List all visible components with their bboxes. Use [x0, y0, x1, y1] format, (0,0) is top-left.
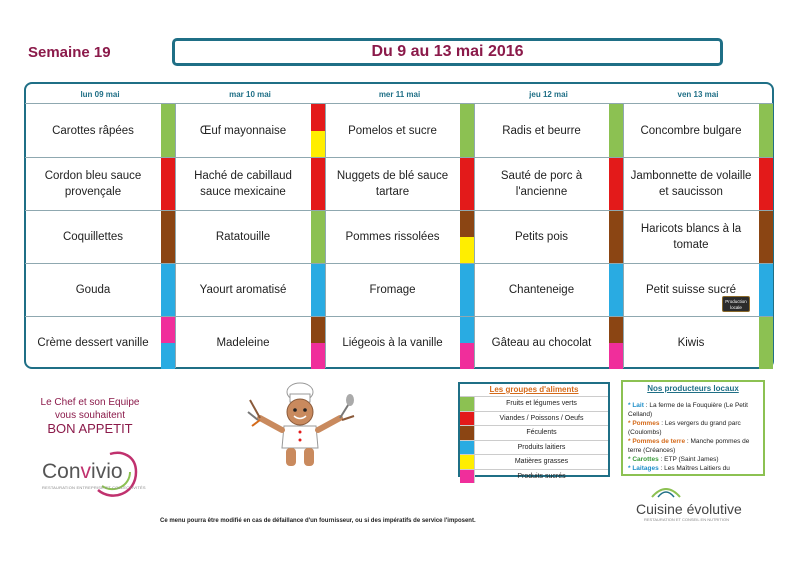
- dish-cell: Petit suisse sucré: [645, 283, 737, 296]
- food-group-indicator: [311, 316, 325, 343]
- legend-row: [460, 469, 608, 484]
- food-group-indicator: [460, 237, 474, 264]
- convivio-swirl-icon: [92, 446, 140, 500]
- producer-key: * Carottes: [628, 456, 659, 463]
- legend-row: [460, 411, 608, 426]
- dish-cell: Cordon bleu sauce provençale: [44, 169, 142, 198]
- local-production-badge: Production locale: [722, 296, 750, 312]
- row-divider: [25, 210, 773, 211]
- food-group-indicator: [161, 343, 175, 370]
- column-divider: [175, 103, 176, 368]
- chef-mascot-icon: [246, 378, 358, 478]
- column-divider: [325, 103, 326, 368]
- legend-label: Fruits et légumes verts: [506, 400, 577, 408]
- producer-item: [628, 401, 758, 419]
- food-group-indicator: [311, 104, 325, 131]
- dish-cell: Haché de cabillaud sauce mexicaine: [194, 169, 292, 198]
- producer-key: * Pommes de terre: [628, 438, 686, 445]
- food-group-indicator: [609, 157, 623, 210]
- food-group-indicator: [161, 104, 175, 157]
- day-header: jeu 12 mai: [529, 90, 568, 99]
- producer-text: : Manche pommes de terre (Créances): [628, 438, 750, 454]
- food-group-indicator: [609, 343, 623, 370]
- row-divider: [25, 263, 773, 264]
- producer-text: : Les vergers du grand parc (Coulombs): [628, 420, 741, 436]
- food-group-indicator: [460, 157, 474, 210]
- dish-cell: Liégeois à la vanille: [342, 336, 443, 349]
- day-header: lun 09 mai: [80, 90, 120, 99]
- dish-cell: Kiwis: [677, 336, 705, 349]
- dish-cell: Madeleine: [216, 336, 270, 349]
- chef-line-2: vous souhaitent: [54, 410, 126, 421]
- producer-key: * Laitages: [628, 465, 659, 472]
- row-divider: [25, 157, 773, 158]
- dish-cell: Nuggets de blé sauce tartare: [336, 169, 449, 198]
- date-range-title: Du 9 au 13 mai 2016: [172, 38, 723, 66]
- convivio-logo-part2: v: [80, 460, 92, 483]
- local-producers-box: [621, 380, 765, 476]
- dish-cell: Concombre bulgare: [640, 124, 742, 137]
- dish-cell: Gâteau au chocolat: [491, 336, 592, 349]
- producer-text: : La ferme de la Fouquière (Le Petit Celland): [628, 402, 748, 418]
- food-group-indicator: [161, 263, 175, 316]
- menu-notice: Ce menu pourra être modifié en cas de défaillance d'un fournisseur, ou si des impératifs de service l'imposent.: [160, 518, 476, 524]
- food-group-indicator: [609, 263, 623, 316]
- producer-item: [628, 419, 758, 437]
- producer-item: [628, 464, 758, 473]
- legend-swatch: [460, 455, 475, 469]
- food-group-indicator: [311, 210, 325, 263]
- legend-swatch: [460, 470, 475, 484]
- food-group-indicator: [311, 263, 325, 316]
- producer-item: [628, 437, 758, 455]
- column-divider: [623, 103, 624, 368]
- column-divider: [474, 103, 475, 368]
- dish-cell: Fromage: [369, 283, 416, 296]
- legend-swatch: [460, 426, 475, 440]
- dish-cell: Gouda: [75, 283, 111, 296]
- dish-cell: Pommes rissolées: [345, 230, 440, 243]
- chef-line-1: Le Chef et son Equipe: [40, 397, 140, 408]
- producer-key: * Lait: [628, 402, 644, 409]
- producer-item: [628, 455, 758, 464]
- day-header: mer 11 mai: [378, 90, 421, 99]
- convivio-logo-part1: Con: [42, 460, 81, 483]
- food-group-indicator: [460, 263, 474, 316]
- producers-title: Nos producteurs locaux: [647, 384, 739, 393]
- cuisine-evolutive-tagline: RESTAURATION ET CONSEIL EN NUTRITION: [644, 517, 729, 522]
- dish-cell: Petits pois: [514, 230, 569, 243]
- food-group-indicator: [759, 316, 773, 369]
- food-group-indicator: [609, 316, 623, 343]
- legend-swatch: [460, 441, 475, 455]
- legend-rows: [460, 396, 608, 483]
- producer-text: : ETP (Saint James): [658, 456, 719, 463]
- food-group-indicator: [460, 104, 474, 157]
- legend-label: Viandes / Poissons / Oeufs: [499, 414, 584, 422]
- legend-title: Les groupes d'aliments: [489, 385, 579, 394]
- food-group-indicator: [161, 157, 175, 210]
- food-group-indicator: [161, 210, 175, 263]
- dish-cell: Ratatouille: [215, 230, 271, 243]
- food-group-indicator: [460, 316, 474, 343]
- legend-swatch: [460, 412, 475, 426]
- dish-cell: Crème dessert vanille: [37, 336, 149, 349]
- dish-cell: Yaourt aromatisé: [199, 283, 287, 296]
- cuisine-evolutive-logo-icon: [648, 483, 684, 501]
- food-group-indicator: [311, 157, 325, 210]
- legend-row: [460, 396, 608, 411]
- food-group-indicator: [759, 210, 773, 263]
- food-group-indicator: [609, 104, 623, 157]
- food-group-indicator: [311, 343, 325, 370]
- food-group-indicator: [460, 343, 474, 370]
- week-label: Semaine 19: [28, 44, 111, 61]
- dish-cell: Haricots blancs à la tomate: [640, 222, 742, 251]
- bon-appetit: BON APPETIT: [47, 421, 133, 436]
- dish-cell: Chanteneige: [508, 283, 575, 296]
- producer-items: [628, 401, 758, 473]
- day-header: ven 13 mai: [677, 90, 719, 99]
- legend-swatch: [460, 397, 475, 411]
- food-group-indicator: [759, 157, 773, 210]
- dish-cell: Radis et beurre: [502, 124, 581, 137]
- legend-row: [460, 425, 608, 440]
- food-group-indicator: [609, 210, 623, 263]
- convivio-tagline: RESTAURATION ENTREPRISE ET COLLECTIVITÉS: [42, 485, 146, 490]
- legend-row: [460, 440, 608, 455]
- row-divider: [25, 316, 773, 317]
- chef-message: [30, 396, 150, 435]
- legend-label: Féculents: [526, 429, 557, 437]
- producer-text: : Les Maîtres Laitiers du: [658, 465, 730, 472]
- dish-cell: Œuf mayonnaise: [199, 124, 287, 137]
- legend-row: [460, 454, 608, 469]
- legend-label: Produits sucrés: [517, 472, 566, 480]
- dish-cell: Pomelos et sucre: [348, 124, 437, 137]
- food-group-indicator: [759, 263, 773, 316]
- food-group-indicator: [311, 131, 325, 158]
- food-group-indicator: [460, 210, 474, 237]
- producer-key: * Pommes: [628, 420, 660, 427]
- dish-cell: Sauté de porc à l'ancienne: [500, 169, 583, 198]
- day-header: mar 10 mai: [229, 90, 271, 99]
- legend-label: Matières grasses: [514, 458, 569, 466]
- food-group-indicator: [759, 104, 773, 157]
- convivio-logo-part3: ivio: [91, 460, 123, 483]
- dish-cell: Jambonnette de volaille et saucisson: [630, 169, 752, 198]
- food-group-indicator: [161, 316, 175, 343]
- dish-cell: Coquillettes: [62, 230, 124, 243]
- cuisine-evolutive-logo: Cuisine évolutive: [636, 501, 742, 517]
- legend-label: Produits laitiers: [517, 443, 566, 451]
- food-groups-legend: [458, 382, 610, 480]
- dish-cell: Carottes râpées: [52, 124, 134, 137]
